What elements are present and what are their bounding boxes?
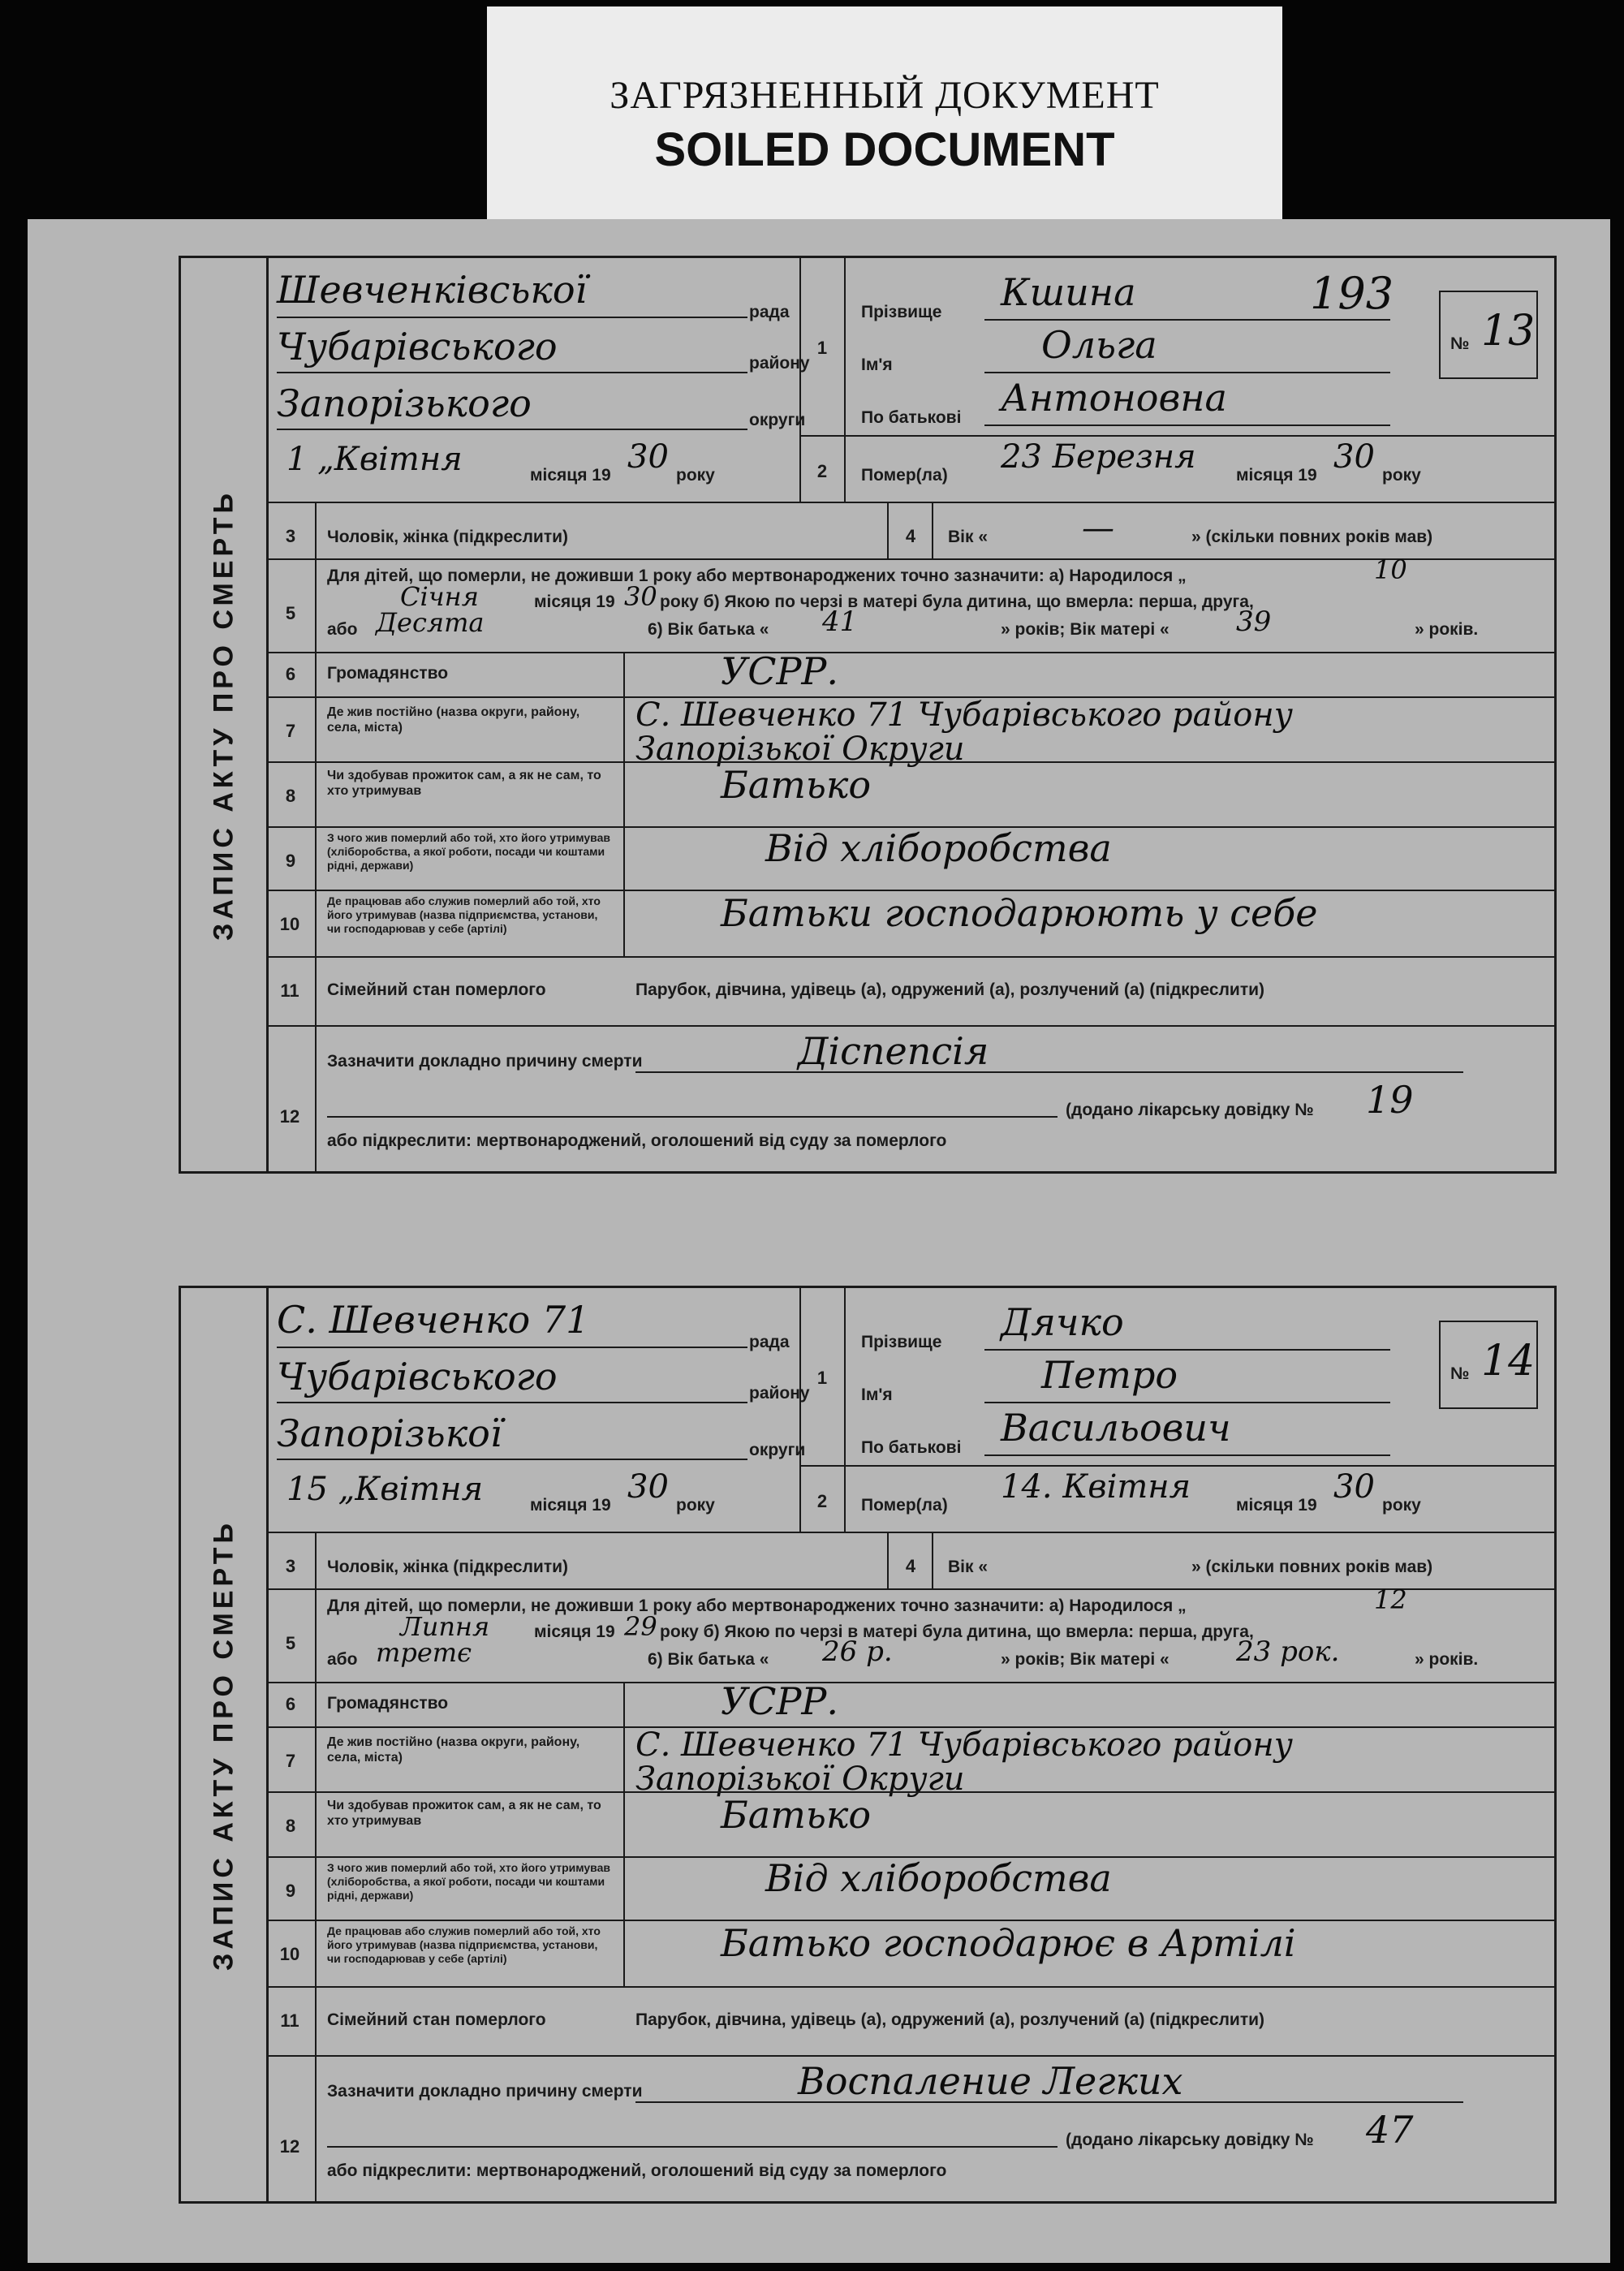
born-day: 12 [1374, 1584, 1407, 1615]
citizenship-label: Громадянство [327, 1694, 449, 1713]
born-year: 30 [624, 581, 657, 612]
infant-month-label: місяця 19 [534, 593, 615, 611]
name-value: Петро [1041, 1353, 1178, 1397]
record-number: 14 [1481, 1337, 1536, 1385]
record-sheet [28, 219, 1610, 2263]
row-number-6: 6 [285, 1694, 296, 1714]
infant-month-label: місяця 19 [534, 1622, 615, 1641]
row-number-3: 3 [285, 526, 296, 546]
gender-label: Чоловік, жінка (підкреслити) [327, 1558, 569, 1576]
livelihood-label: З чого жив померлий або той, хто його утримував (хліборобства, а якої роботи, посади чи коштами рідні, держави) [327, 1861, 610, 1902]
age-value: — [1082, 510, 1114, 547]
patronymic-value: Васильович [1001, 1406, 1231, 1450]
registration-month-label: місяця 19 [530, 466, 611, 485]
name-value: Ольга [1041, 323, 1157, 367]
name-label: Ім'я [861, 356, 893, 374]
patronymic-label: По батькові [861, 1438, 962, 1457]
row-number-7: 7 [285, 1751, 296, 1771]
marital-label: Сімейний стан померлого [327, 2010, 546, 2029]
gender-label: Чоловік, жінка (підкреслити) [327, 528, 569, 546]
infant-line-1: Для дітей, що померли, не доживши 1 року або мертвонароджених точно зазначити: а) Народилося „ [327, 567, 1187, 585]
livelihood-value: Від хліборобства [765, 1856, 1112, 1900]
death-date: 23 Березня [1001, 438, 1196, 476]
raion-label: району [749, 354, 810, 373]
row-number-2: 2 [816, 1491, 828, 1511]
age-label: Вік « [948, 528, 989, 546]
stamp-russian: ЗАГРЯЗНЕННЫЙ ДОКУМЕНТ [610, 74, 1160, 117]
row-number-1: 1 [816, 338, 828, 358]
mother-age-label: » років; Вік матері « [1001, 620, 1170, 639]
number-sign: № [1450, 1364, 1470, 1383]
born-month: Січня [400, 581, 479, 612]
patronymic-label: По батькові [861, 408, 962, 427]
row-number-10: 10 [279, 914, 300, 934]
workplace-label: Де працював або служив померлий або той, хто його утримував (назва підприємства, установи, чи господарював у себе (артілі) [327, 894, 601, 935]
row-number-11: 11 [280, 980, 299, 1001]
rada-label: рада [749, 1333, 790, 1351]
row-number-12: 12 [279, 2136, 300, 2157]
child-order: третє [376, 1637, 472, 1668]
surname-label: Прізвище [861, 303, 942, 321]
raion-value: Чубарівського [277, 1355, 558, 1398]
workplace-value: Батьки господарюють у себе [721, 891, 1318, 935]
raion-label: району [749, 1384, 810, 1403]
row-number-5: 5 [285, 603, 296, 623]
row-number-8: 8 [285, 1816, 296, 1836]
residence-line-2: Запорізької Округи [635, 1760, 965, 1798]
row-number-10: 10 [279, 1944, 300, 1964]
infant-line-1: Для дітей, що померли, не доживши 1 року або мертвонароджених точно зазначити: а) Народилося „ [327, 1597, 1187, 1615]
residence-line-2: Запорізької Округи [635, 730, 965, 768]
father-age-label: 6) Вік батька « [648, 1650, 769, 1669]
row-number-7: 7 [285, 721, 296, 741]
rada-value: С. Шевченко 71 [277, 1298, 590, 1342]
rada-label: рада [749, 303, 790, 321]
row-number-4: 4 [905, 1556, 916, 1576]
name-label: Ім'я [861, 1385, 893, 1404]
support-value: Батько [721, 763, 872, 807]
death-month-label: місяця 19 [1236, 1496, 1317, 1515]
row-number-9: 9 [285, 851, 296, 871]
certificate-number: 47 [1366, 2108, 1414, 2152]
years-label: » років. [1415, 1650, 1479, 1669]
registration-year-label: року [676, 466, 715, 485]
father-age: 26 р. [822, 1635, 893, 1668]
row-number-4: 4 [905, 526, 916, 546]
age-tail-label: » (скільки повних років мав) [1191, 1558, 1433, 1576]
mother-age-label: » років; Вік матері « [1001, 1650, 1170, 1669]
registration-date: 1 „Квітня [286, 441, 463, 478]
rada-value: Шевченківської [277, 268, 588, 312]
registration-year-label: року [676, 1496, 715, 1515]
livelihood-label: З чого жив померлий або той, хто його утримував (хліборобства, а якої роботи, посади чи коштами рідні, держави) [327, 831, 610, 872]
death-label: Помер(ла) [861, 1496, 948, 1515]
mother-age: 39 [1236, 605, 1272, 638]
death-year-label: року [1382, 1496, 1421, 1515]
child-order: Десята [376, 607, 485, 638]
infant-or-label: або [327, 620, 358, 639]
born-year: 29 [624, 1611, 657, 1642]
residence-line-1: С. Шевченко 71 Чубарівського району [635, 696, 1293, 734]
death-year: 30 [1333, 1468, 1375, 1506]
row-number-9: 9 [285, 1881, 296, 1901]
death-month-label: місяця 19 [1236, 466, 1317, 485]
citizenship-value: УСРР. [721, 649, 838, 693]
infant-line-2: року б) Якою по черзі в матері була дитина, що вмерла: перша, друга, [660, 593, 1254, 611]
marital-options: Парубок, дівчина, удівець (а), одружений (а), розлучений (а) (підкреслити) [635, 2010, 1265, 2029]
marital-label: Сімейний стан померлого [327, 980, 546, 999]
okruha-value: Запорізької [277, 1411, 502, 1455]
residence-label: Де жив постійно (назва округи, району, села, міста) [327, 1735, 580, 1765]
workplace-label: Де працював або служив померлий або той, хто його утримував (назва підприємства, установи, чи господарював у себе (артілі) [327, 1924, 601, 1965]
stamp-english: SOILED DOCUMENT [654, 123, 1115, 176]
row-number-1: 1 [816, 1368, 828, 1388]
surname-value: Кшина [1001, 270, 1136, 314]
number-sign: № [1450, 334, 1470, 353]
born-day: 10 [1374, 554, 1407, 585]
row-number-6: 6 [285, 664, 296, 684]
side-title: ЗАПИС АКТУ ПРО СМЕРТЬ [181, 258, 269, 1171]
death-label: Помер(ла) [861, 466, 948, 485]
surname-label: Прізвище [861, 1333, 942, 1351]
registration-year: 30 [627, 438, 669, 476]
age-label: Вік « [948, 1558, 989, 1576]
patronymic-value: Антоновна [1001, 376, 1227, 420]
mother-age: 23 рок. [1236, 1635, 1340, 1668]
soiled-document-stamp [487, 6, 1282, 219]
record-number-box [1439, 1321, 1538, 1409]
row-number-3: 3 [285, 1556, 296, 1576]
certificate-label: (додано лікарську довідку № [1066, 1101, 1314, 1119]
row-number-8: 8 [285, 786, 296, 806]
death-date: 14. Квітня [1001, 1468, 1191, 1506]
death-year: 30 [1333, 438, 1375, 476]
certificate-number: 19 [1366, 1078, 1414, 1122]
infant-line-2: року б) Якою по черзі в матері була дитина, що вмерла: перша, друга, [660, 1622, 1254, 1641]
record-number-box [1439, 291, 1538, 379]
registration-year: 30 [627, 1468, 669, 1506]
years-label: » років. [1415, 620, 1479, 639]
page-number: 193 [1310, 268, 1394, 319]
cause-value: Діспепсія [798, 1029, 989, 1073]
death-year-label: року [1382, 466, 1421, 485]
record-number: 13 [1481, 307, 1536, 356]
infant-or-label: або [327, 1650, 358, 1669]
certificate-label: (додано лікарську довідку № [1066, 2131, 1314, 2149]
father-age-label: 6) Вік батька « [648, 620, 769, 639]
okruha-label: округи [749, 411, 806, 429]
marital-options: Парубок, дівчина, удівець (а), одружений (а), розлучений (а) (підкреслити) [635, 980, 1265, 999]
cause-value: Воспаление Легких [798, 2059, 1183, 2103]
livelihood-value: Від хліборобства [765, 826, 1112, 870]
citizenship-label: Громадянство [327, 664, 449, 683]
row-number-2: 2 [816, 461, 828, 481]
citizenship-value: УСРР. [721, 1679, 838, 1723]
support-label: Чи здобував прожиток сам, а як не сам, то хто утримував [327, 1799, 601, 1828]
age-tail-label: » (скільки повних років мав) [1191, 528, 1433, 546]
row-number-12: 12 [279, 1106, 300, 1127]
workplace-value: Батько господарює в Артілі [721, 1921, 1296, 1965]
father-age: 41 [822, 605, 858, 638]
death-record-13 [179, 256, 1557, 1174]
registration-date: 15 „Квітня [286, 1471, 484, 1508]
stillborn-label: або підкреслити: мертвонароджений, оголошений від суду за померлого [327, 2161, 947, 2180]
row-number-11: 11 [280, 2010, 299, 2031]
cause-label: Зазначити докладно причину смерти [327, 2082, 643, 2101]
registration-month-label: місяця 19 [530, 1496, 611, 1515]
side-title: ЗАПИС АКТУ ПРО СМЕРТЬ [181, 1288, 269, 2201]
stillborn-label: або підкреслити: мертвонароджений, оголошений від суду за померлого [327, 1131, 947, 1150]
residence-label: Де жив постійно (назва округи, району, села, міста) [327, 705, 580, 735]
support-value: Батько [721, 1793, 872, 1837]
surname-value: Дячко [1001, 1300, 1124, 1344]
residence-line-1: С. Шевченко 71 Чубарівського району [635, 1726, 1293, 1764]
row-number-5: 5 [285, 1633, 296, 1653]
okruha-label: округи [749, 1441, 806, 1459]
support-label: Чи здобував прожиток сам, а як не сам, то хто утримував [327, 769, 601, 798]
cause-label: Зазначити докладно причину смерти [327, 1052, 643, 1071]
okruha-value: Запорізького [277, 381, 532, 425]
death-record-14 [179, 1286, 1557, 2204]
raion-value: Чубарівського [277, 325, 558, 368]
born-month: Липня [400, 1611, 490, 1642]
